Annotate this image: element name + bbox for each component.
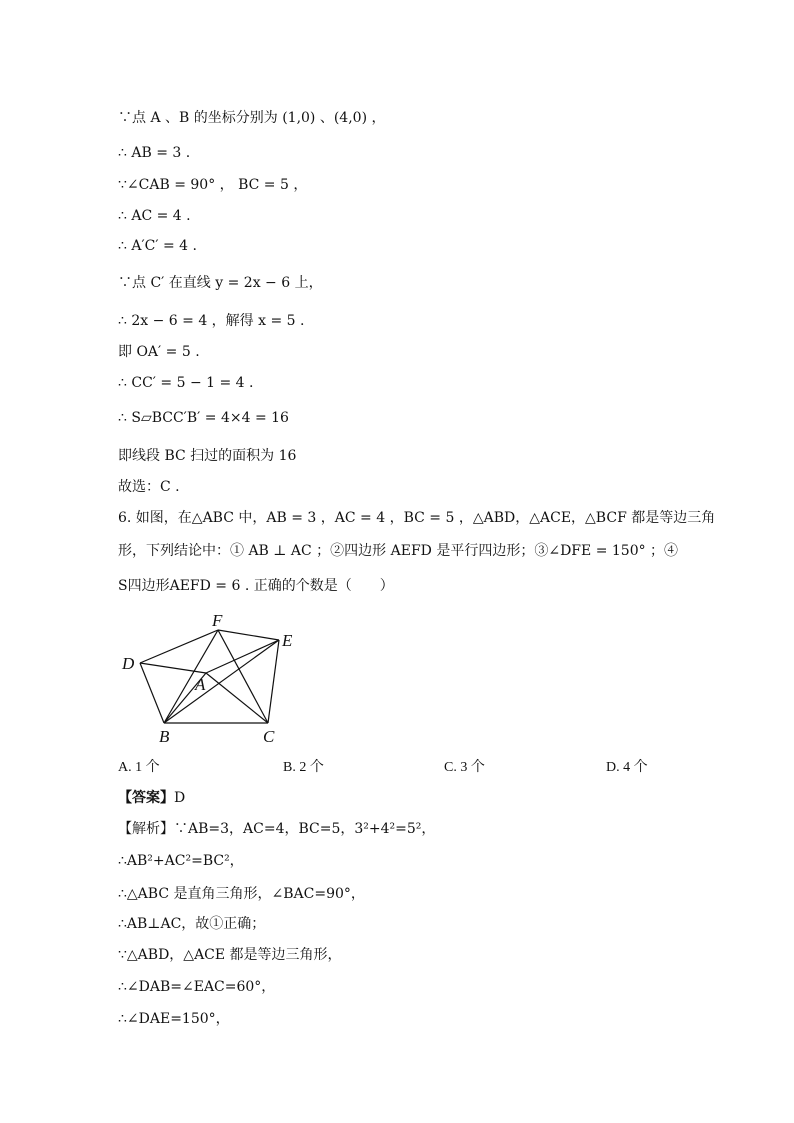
answer-line bbox=[118, 788, 185, 808]
question-6-line-3: S四边形AEFD = 6 . 正确的个数是（ ） bbox=[118, 578, 394, 594]
segment-ae bbox=[206, 640, 279, 673]
option-c: C. 3 个 bbox=[444, 760, 485, 775]
label-d: D bbox=[122, 654, 135, 673]
option-b: B. 2 个 bbox=[283, 760, 324, 775]
line-12: 故选：C . bbox=[118, 479, 180, 495]
segment-df bbox=[140, 630, 218, 663]
label-e: E bbox=[282, 631, 293, 650]
segment-ac bbox=[206, 673, 268, 723]
line-11: 即线段 BC 扫过的面积为 16 bbox=[118, 448, 297, 464]
analysis-line-4: ∴AB⊥AC，故①正确； bbox=[118, 916, 266, 932]
analysis-line-5: ∵△ABD，△ACE 都是等边三角形， bbox=[118, 947, 342, 963]
line-9: ∴ CC′ = 5 − 1 = 4 . bbox=[118, 375, 254, 391]
line-3: ∵∠CAB = 90° ， BC = 5 ， bbox=[118, 177, 308, 193]
option-a: A. 1 个 bbox=[118, 760, 160, 775]
analysis-line-7: ∴∠DAE=150°， bbox=[118, 1011, 230, 1027]
line-10: ∴ S▱BCC′B′ = 4×4 = 16 bbox=[118, 410, 289, 426]
question-6-line-2: 形，下列结论中：① AB ⊥ AC ；②四边形 AEFD 是平行四边形；③∠DFE = 150° ；④ bbox=[118, 543, 679, 559]
geometry-figure bbox=[115, 608, 315, 748]
label-a: A bbox=[195, 675, 206, 694]
line-8: 即 OA′ = 5 . bbox=[118, 344, 200, 360]
line-6: ∵点 C′ 在直线 y = 2x − 6 上， bbox=[118, 275, 323, 291]
segment-fc bbox=[218, 630, 268, 723]
label-c: C bbox=[263, 727, 275, 746]
line-1: ∵点 A 、B 的坐标分别为 (1,0) 、(4,0) ， bbox=[118, 110, 386, 126]
analysis-line-1: 【解析】∵AB=3，AC=4，BC=5，3²+4²=5²， bbox=[118, 821, 436, 837]
option-d: D. 4 个 bbox=[606, 760, 648, 775]
line-2: ∴ AB = 3 . bbox=[118, 145, 191, 161]
question-6-line-1: 6. 如图，在△ABC 中，AB = 3 ，AC = 4 ，BC = 5 ，△ABD，△ACE，△BCF 都是等边三角 bbox=[118, 510, 716, 526]
segment-fe bbox=[218, 630, 279, 640]
line-7: ∴ 2x − 6 = 4 ，解得 x = 5 . bbox=[118, 313, 305, 329]
answer-label: 【答案】 bbox=[118, 790, 174, 806]
label-f: F bbox=[212, 611, 223, 630]
label-b: B bbox=[159, 727, 170, 746]
segment-ec bbox=[268, 640, 279, 723]
line-4: ∴ AC = 4 . bbox=[118, 208, 191, 224]
answer-value: D bbox=[174, 790, 186, 806]
analysis-line-6: ∴∠DAB=∠EAC=60°， bbox=[118, 979, 276, 995]
segment-db bbox=[140, 663, 164, 723]
analysis-line-2: ∴AB²+AC²=BC²， bbox=[118, 853, 244, 869]
analysis-line-3: ∴△ABC 是直角三角形，∠BAC=90°， bbox=[118, 886, 365, 902]
line-5: ∴ A′C′ = 4 . bbox=[118, 238, 197, 254]
